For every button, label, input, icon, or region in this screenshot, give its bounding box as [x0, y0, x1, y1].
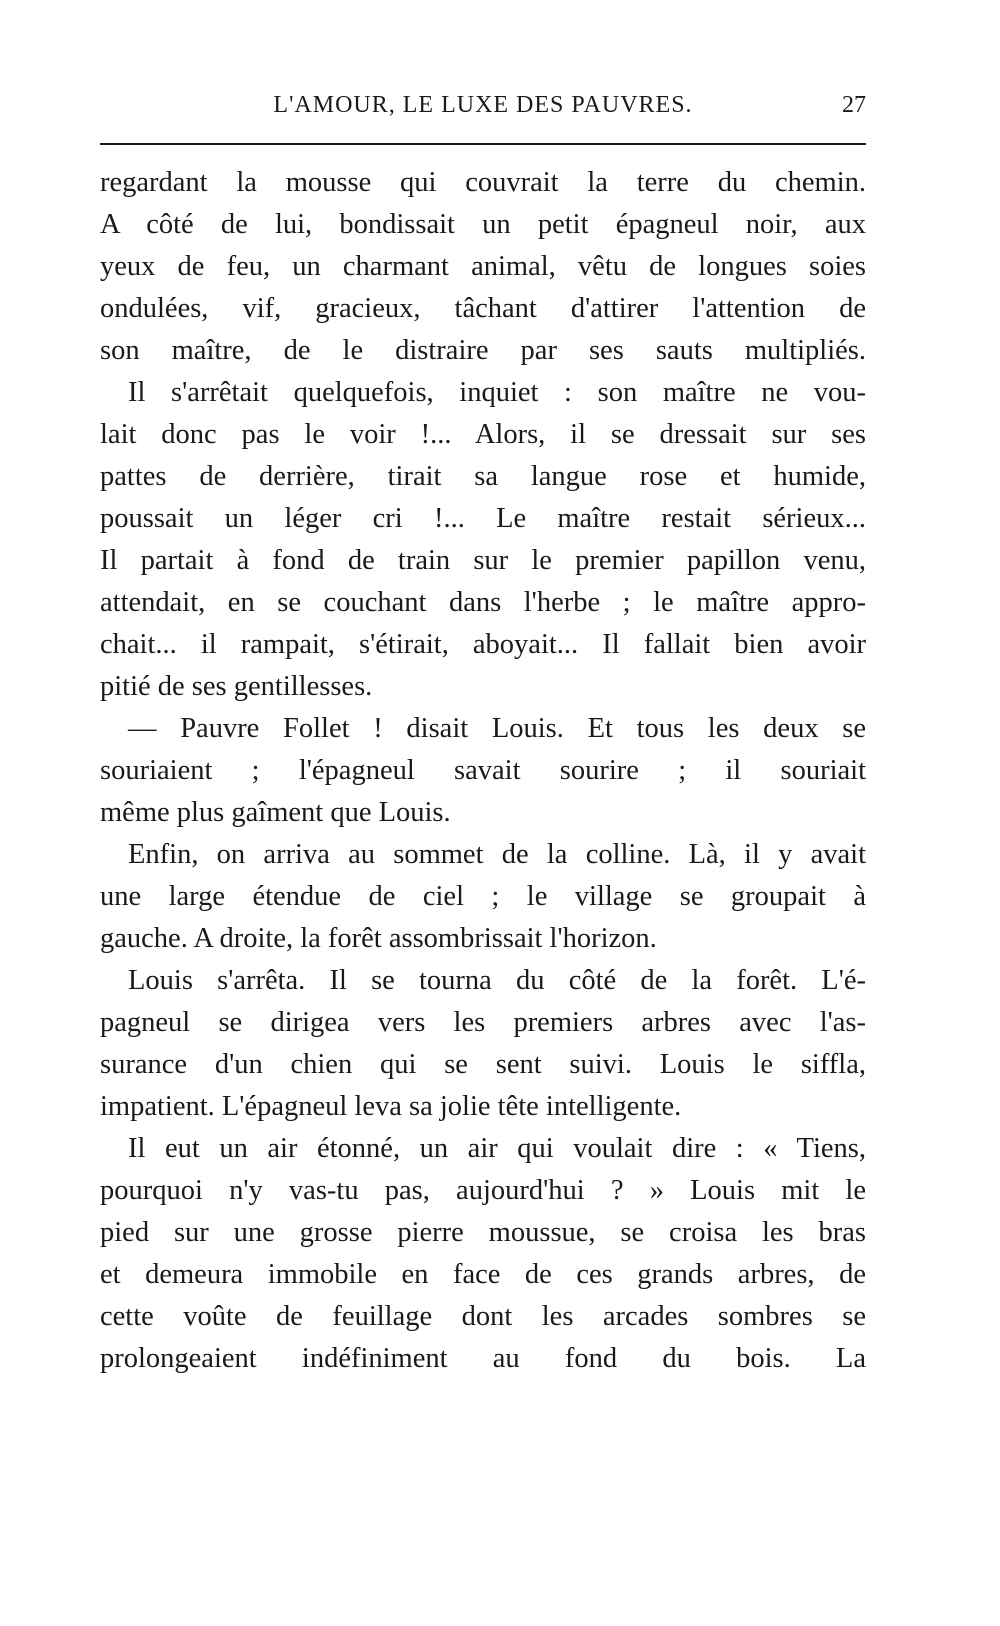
header-rule [100, 143, 866, 145]
text-line: lait donc pas le voir !... Alors, il se dressait sur ses [100, 419, 866, 450]
text-line: pied sur une grosse pierre moussue, se croisa les bras [100, 1217, 866, 1248]
text-line: prolongeaient indéfiniment au fond du bois. La [100, 1343, 866, 1374]
text-line: Louis s'arrêta. Il se tourna du côté de la forêt. L'é- [128, 965, 866, 996]
text-line: pourquoi n'y vas-tu pas, aujourd'hui ? » Louis mit le [100, 1175, 866, 1206]
text-line: Il eut un air étonné, un air qui voulait dire : « Tiens, [128, 1133, 866, 1164]
text-line: cette voûte de feuillage dont les arcades sombres se [100, 1301, 866, 1332]
running-head [100, 92, 866, 132]
text-line: pagneul se dirigea vers les premiers arbres avec l'as- [100, 1007, 866, 1038]
text-line: Enfin, on arriva au sommet de la colline. Là, il y avait [128, 839, 866, 870]
body-text [100, 162, 866, 1380]
text-line: souriaient ; l'épagneul savait sourire ; il souriait [100, 755, 866, 786]
running-title: L'AMOUR, LE LUXE DES PAUVRES. [273, 92, 693, 118]
text-line: et demeura immobile en face de ces grands arbres, de [100, 1259, 866, 1290]
text-line: — Pauvre Follet ! disait Louis. Et tous les deux se [128, 713, 866, 744]
text-line: pitié de ses gentillesses. [100, 671, 373, 702]
text-line: Il s'arrêtait quelquefois, inquiet : son maître ne vou- [128, 377, 866, 408]
text-line: regardant la mousse qui couvrait la terre du chemin. [100, 167, 866, 198]
text-line: gauche. A droite, la forêt assombrissait l'horizon. [100, 923, 657, 954]
text-line: attendait, en se couchant dans l'herbe ; le maître appro- [100, 587, 866, 618]
text-line: pattes de derrière, tirait sa langue rose et humide, [100, 461, 866, 492]
text-line: Il partait à fond de train sur le premier papillon venu, [100, 545, 866, 576]
text-line: impatient. L'épagneul leva sa jolie tête intelligente. [100, 1091, 682, 1122]
text-line: ondulées, vif, gracieux, tâchant d'attirer l'attention de [100, 293, 866, 324]
page-number: 27 [842, 92, 866, 118]
text-line: même plus gaîment que Louis. [100, 797, 451, 828]
text-line: une large étendue de ciel ; le village se groupait à [100, 881, 866, 912]
text-line: yeux de feu, un charmant animal, vêtu de longues soies [100, 251, 866, 282]
text-line: poussait un léger cri !... Le maître restait sérieux... [100, 503, 866, 534]
text-line: chait... il rampait, s'étirait, aboyait... Il fallait bien avoir [100, 629, 866, 660]
text-line: A côté de lui, bondissait un petit épagneul noir, aux [100, 209, 866, 240]
text-line: surance d'un chien qui se sent suivi. Louis le siffla, [100, 1049, 866, 1080]
text-line: son maître, de le distraire par ses sauts multipliés. [100, 335, 866, 366]
